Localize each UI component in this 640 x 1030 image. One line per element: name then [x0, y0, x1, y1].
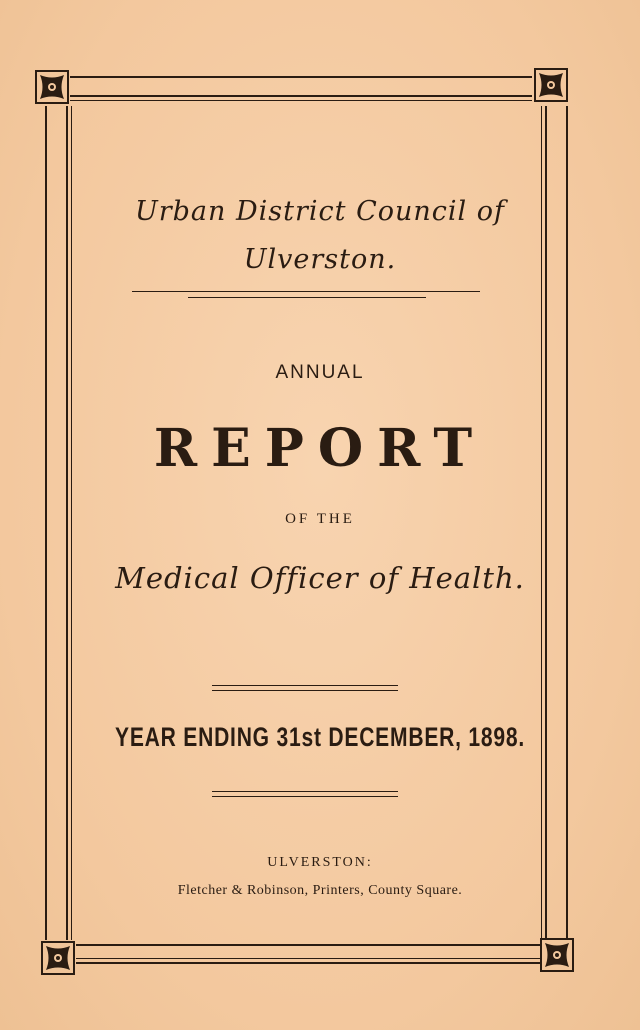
imprint-town: ULVERSTON:: [267, 855, 373, 870]
council-line-1: Urban District Council of: [134, 196, 505, 227]
imprint-printers: Fletcher & Robinson, Printers, County Square.: [177, 883, 463, 898]
ornament-corner-top-right: [534, 68, 568, 102]
divider-council-lower: [188, 297, 426, 298]
border-bottom-rule-outer: [76, 944, 540, 946]
annual-label: ANNUAL: [275, 362, 365, 383]
border-top-rule-inner: [70, 95, 532, 97]
border-top-rule-outer: [70, 76, 532, 78]
border-bottom-rule-hairline: [76, 958, 540, 959]
divider-year-upper-b: [212, 690, 398, 691]
divider-year-upper-a: [212, 685, 398, 686]
council-line-2: Ulverston.: [243, 244, 397, 275]
of-the-label: OF THE: [285, 511, 355, 527]
year-ending-line: YEAR ENDING 31st DECEMBER, 1898.: [114, 722, 526, 752]
ornament-corner-bottom-right: [540, 938, 574, 972]
border-top-rule-hairline: [70, 100, 532, 101]
divider-council-upper: [132, 291, 480, 292]
divider-year-lower-a: [212, 791, 398, 792]
ornament-corner-top-left: [35, 70, 69, 104]
divider-year-lower-b: [212, 796, 398, 797]
report-title: REPORT: [153, 418, 487, 479]
border-bottom-rule-inner: [76, 962, 540, 964]
ornament-corner-bottom-left: [41, 941, 75, 975]
medical-officer-heading: Medical Officer of Health.: [115, 561, 525, 595]
council-heading: [0, 188, 640, 284]
